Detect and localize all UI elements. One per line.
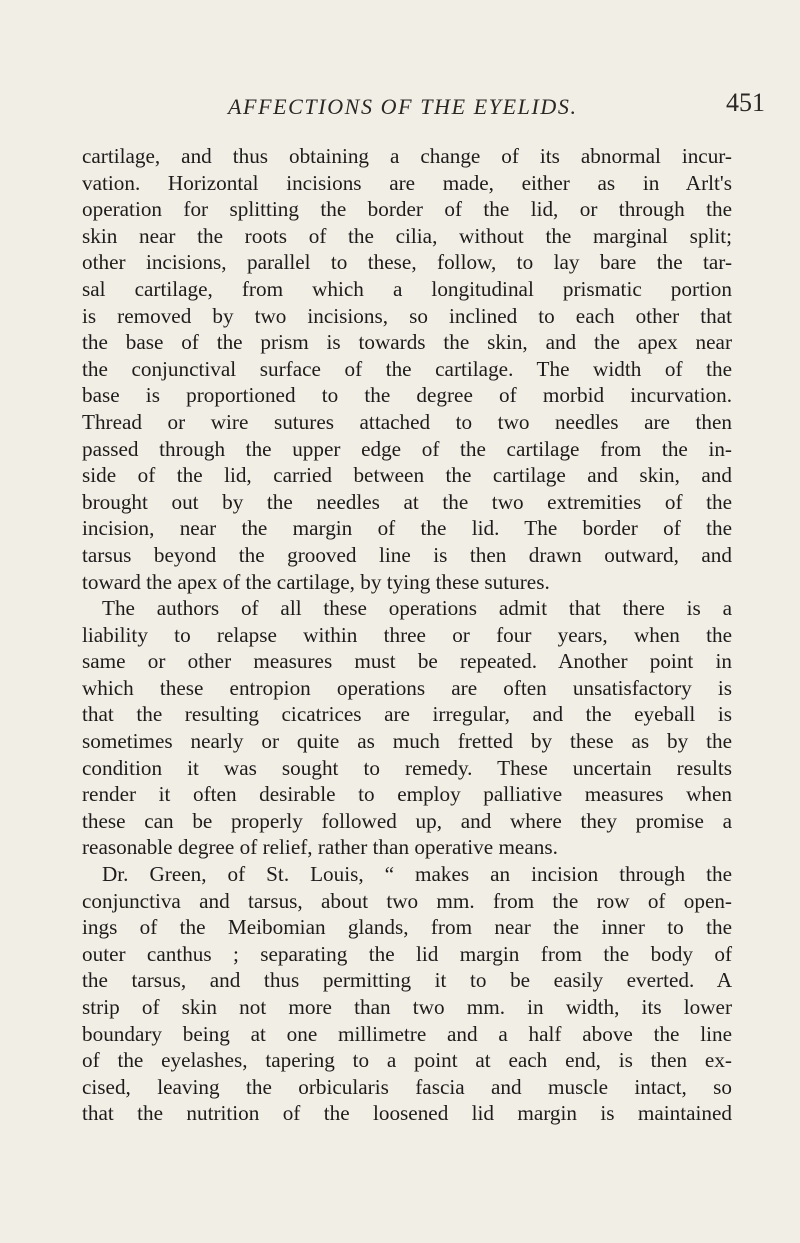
text-line: cartilage, and thus obtaining a change of its abnormal incur- [82,144,732,168]
text-line: The authors of all these operations admit that there is a [102,596,732,621]
text-line: sal cartilage, from which a longitudinal prismatic portion [82,276,732,301]
text-line: render it often desirable to employ palliative measures when [82,782,732,807]
text-line: liability to relapse within three or four years, when the [82,622,732,647]
text-line: the base of the prism is towards the skin, and the apex near [82,330,732,355]
text-line: these can be properly followed up, and where they promise a [82,808,732,833]
text-line: other incisions, parallel to these, follow, to lay bare the tar- [82,250,732,275]
text-line: passed through the upper edge of the cartilage from the in- [82,436,732,461]
text-line: sometimes nearly or quite as much fretted by these as by the [82,729,732,754]
text-line: that the resulting cicatrices are irregular, and the eyeball is [82,702,732,727]
page-number: 451 [726,88,765,117]
text-line: condition it was sought to remedy. These uncertain results [82,755,732,780]
text-line: Dr. Green, of St. Louis, “ makes an incision through the [102,862,732,887]
text-line: vation. Horizontal incisions are made, either as in Arlt's [82,170,732,195]
text-line: incision, near the margin of the lid. The border of the [82,516,732,541]
running-title: AFFECTIONS OF THE EYELIDS. [228,94,578,119]
text-line: base is proportioned to the degree of morbid incurvation. [82,383,732,408]
text-line: strip of skin not more than two mm. in width, its lower [82,995,732,1019]
text-line: toward the apex of the cartilage, by tying these sutures. [82,569,550,594]
text-line: outer canthus ; separating the lid margin from the body of [82,941,732,966]
text-line: is removed by two incisions, so inclined to each other that [82,303,732,328]
text-line: same or other measures must be repeated. Another point in [82,649,732,674]
text-line: that the nutrition of the loosened lid margin is maintained [82,1101,732,1126]
text-line: boundary being at one millimetre and a half above the line [82,1021,732,1046]
text-line: the conjunctival surface of the cartilage. The width of the [82,356,732,381]
text-line: brought out by the needles at the two extremities of the [82,489,732,514]
text-line: skin near the roots of the cilia, without the marginal split; [82,223,732,248]
body-text [82,143,732,1127]
text-line: the tarsus, and thus permitting it to be easily everted. A [82,968,732,993]
text-line: reasonable degree of relief, rather than operative means. [82,835,558,860]
text-line: Thread or wire sutures attached to two needles are then [82,409,732,434]
text-line: side of the lid, carried between the cartilage and skin, and [82,463,732,488]
text-line: which these entropion operations are often unsatisfactory is [82,675,732,700]
text-line: of the eyelashes, tapering to a point at each end, is then ex- [82,1048,732,1073]
text-line: tarsus beyond the grooved line is then drawn outward, and [82,542,732,567]
text-line: conjunctiva and tarsus, about two mm. from the row of open- [82,888,732,913]
text-line: ings of the Meibomian glands, from near the inner to the [82,915,732,940]
text-line: operation for splitting the border of the lid, or through the [82,197,732,222]
text-line: cised, leaving the orbicularis fascia and muscle intact, so [82,1074,732,1099]
